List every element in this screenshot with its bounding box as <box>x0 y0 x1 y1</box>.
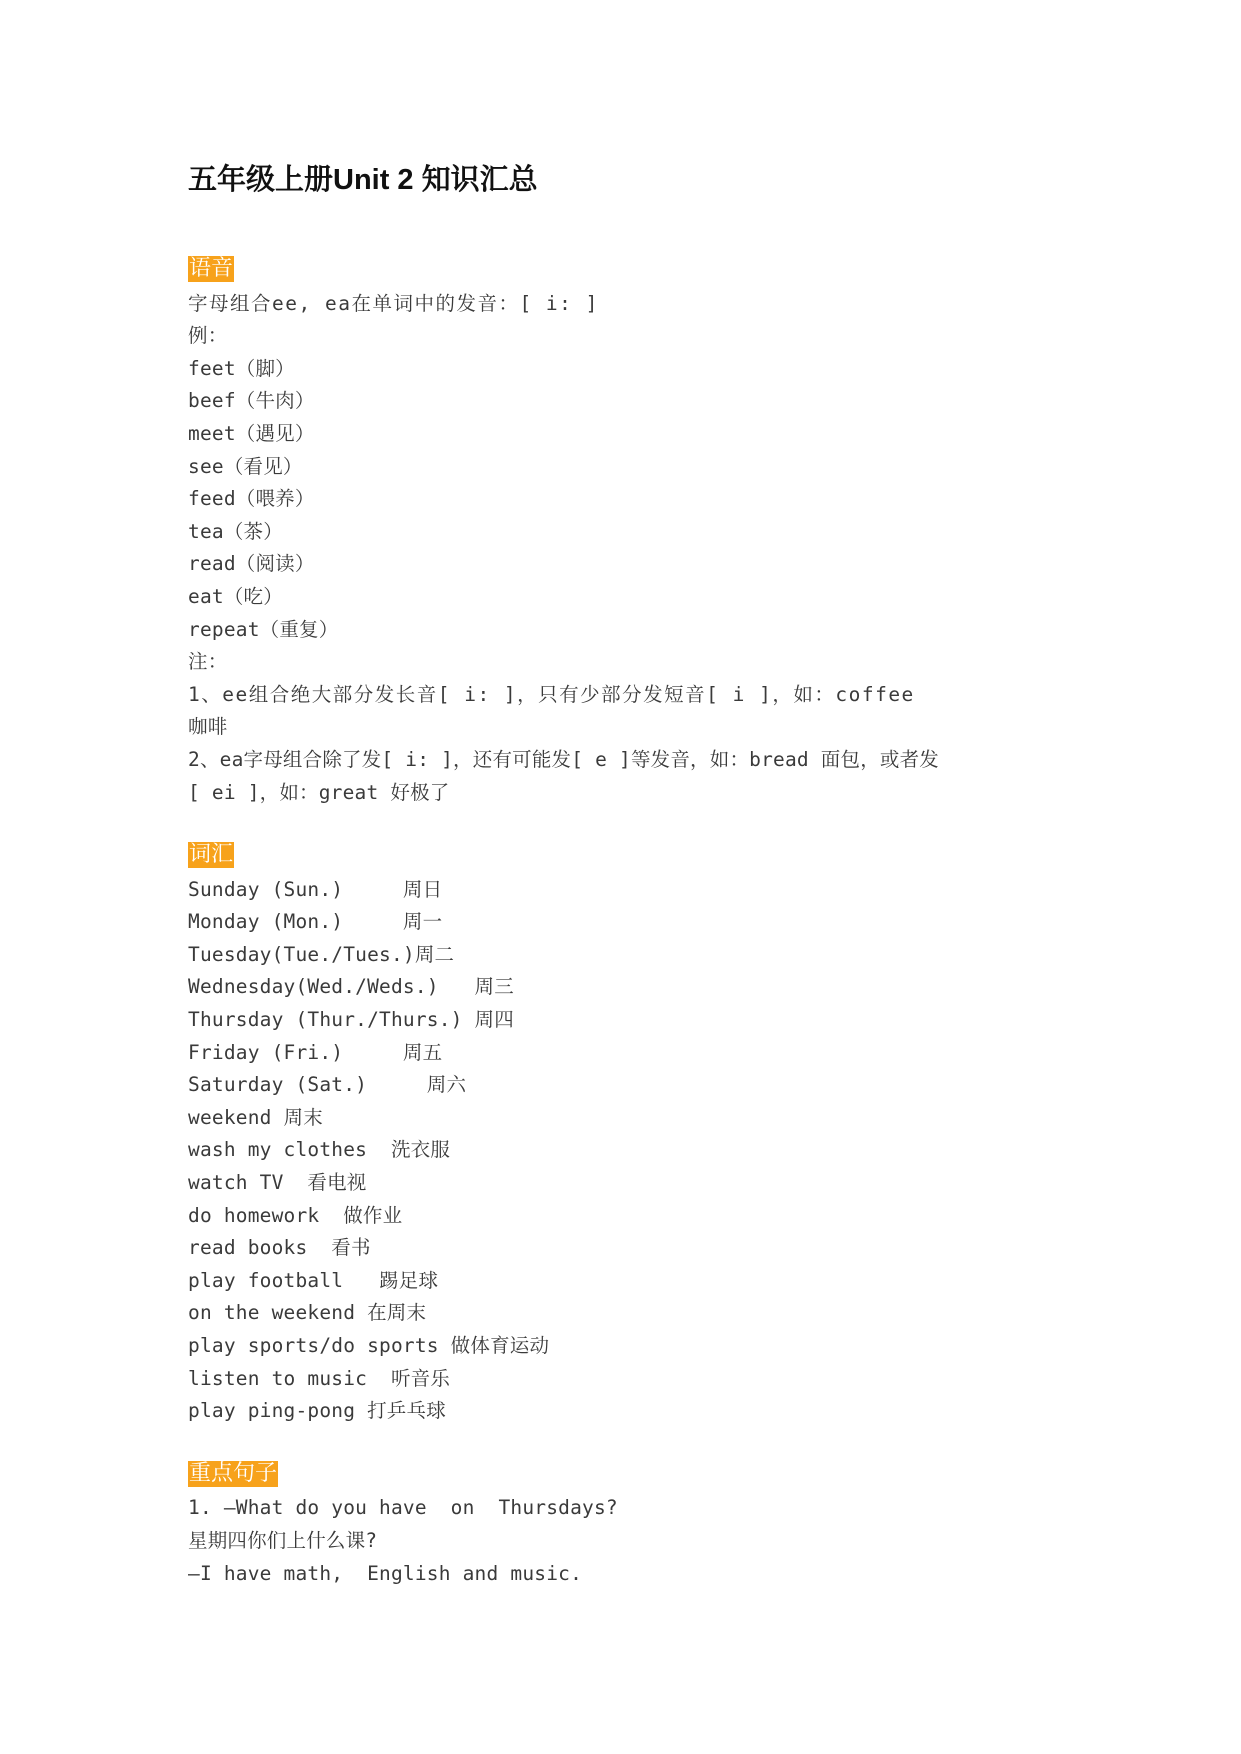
phonics-line: 例： <box>188 324 228 348</box>
phonics-line: see（看见） <box>188 454 303 478</box>
vocab-line: Sunday (Sun.) 周日 <box>188 877 443 901</box>
phonics-line: 1、ee组合绝大部分发长音[ i: ]，只有少部分发短音[ i ]，如：coffee <box>188 682 915 706</box>
phonics-line: eat（吃） <box>188 584 283 608</box>
document-title: 五年级上册Unit 2 知识汇总 <box>188 164 538 196</box>
vocab-line: Thursday (Thur./Thurs.) 周四 <box>188 1008 514 1032</box>
vocab-line: listen to music 听音乐 <box>188 1366 451 1390</box>
document-page <box>188 160 1088 1590</box>
phonics-line: tea（茶） <box>188 519 283 543</box>
sentence-line: —I have math, English and music. <box>188 1561 583 1585</box>
sentences-section <box>188 1460 1088 1590</box>
vocab-line: Monday (Mon.) 周一 <box>188 910 443 934</box>
phonics-line: feet（脚） <box>188 356 295 380</box>
phonics-line: 注： <box>188 650 228 674</box>
phonics-line: 咖啡 <box>188 715 228 739</box>
vocab-line: play football 踢足球 <box>188 1268 439 1292</box>
phonics-heading: 语音 <box>189 256 234 281</box>
vocab-line: wash my clothes 洗衣服 <box>188 1138 451 1162</box>
vocab-line: Wednesday(Wed./Weds.) 周三 <box>188 975 514 999</box>
vocab-line: play sports/do sports 做体育运动 <box>188 1334 550 1357</box>
phonics-line: [ ei ]，如：great 好极了 <box>188 780 450 804</box>
phonics-line: 字母组合ee, ea在单词中的发音：[ i: ] <box>188 291 599 315</box>
vocab-line: read books 看书 <box>188 1236 371 1260</box>
phonics-line: beef（牛肉） <box>188 389 315 413</box>
vocab-line: weekend 周末 <box>188 1105 323 1129</box>
vocab-line: Friday (Fri.) 周五 <box>188 1040 443 1064</box>
vocabulary-heading: 词汇 <box>189 842 234 868</box>
phonics-line: repeat（重复） <box>188 617 339 641</box>
sentence-line: 1. —What do you have on Thursdays? <box>188 1496 618 1520</box>
phonics-line: 2、ea字母组合除了发[ i: ]，还有可能发[ e ]等发音，如：bread 面包，或者发 <box>188 747 940 771</box>
vocab-line: Saturday (Sat.) 周六 <box>188 1073 467 1097</box>
phonics-line: meet（遇见） <box>188 421 315 445</box>
vocab-line: play ping-pong 打乒乓球 <box>188 1399 446 1423</box>
phonics-line: read（阅读） <box>188 552 315 576</box>
vocab-line: do homework 做作业 <box>188 1203 403 1227</box>
sentences-heading: 重点句子 <box>189 1460 278 1486</box>
vocab-line: on the weekend 在周末 <box>188 1301 427 1325</box>
vocab-line: Tuesday(Tue./Tues.)周二 <box>188 942 455 966</box>
sentence-line: 星期四你们上什么课? <box>188 1528 378 1552</box>
phonics-section <box>188 255 1088 809</box>
phonics-line: feed（喂养） <box>188 487 315 511</box>
vocabulary-section <box>188 841 1088 1428</box>
vocab-line: watch TV 看电视 <box>188 1171 367 1195</box>
